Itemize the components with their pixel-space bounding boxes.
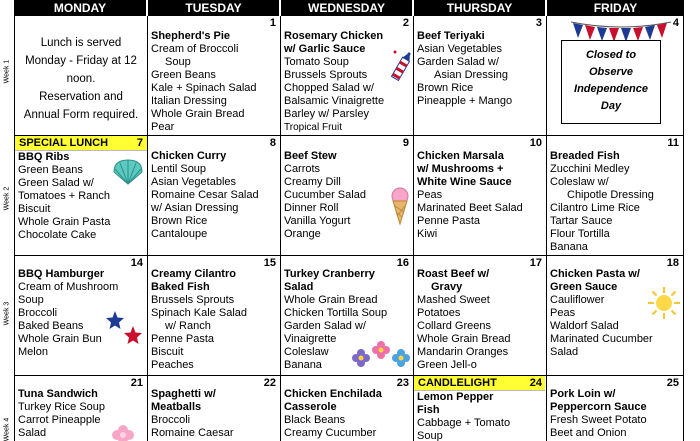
menu-item: Whole Grain Bun — [18, 333, 102, 345]
menu-item: Brown Rice — [417, 82, 474, 94]
closed-notice — [561, 40, 661, 124]
menu-item: Cream of Broccoli — [151, 43, 239, 55]
info-text — [15, 34, 147, 124]
menu-item: Black Beans — [284, 414, 346, 426]
day-cell-w1-wed[interactable] — [281, 16, 414, 136]
menu-item: Waldorf Salad — [550, 320, 619, 332]
day-cell-w1-thu[interactable] — [414, 16, 547, 136]
menu-item: Creamy Dill — [284, 176, 341, 188]
menu-item: Marinated Cucumber — [550, 333, 653, 345]
menu-item: Carrot Pineapple — [18, 414, 101, 426]
day-cell-w4-fri[interactable] — [547, 376, 684, 441]
menu-entree: Baked Fish — [151, 281, 210, 293]
menu-item: Creamy Cucumber — [284, 427, 377, 439]
menu-item: Soup — [165, 56, 191, 68]
menu-entree: White Wine Sauce — [417, 176, 512, 188]
day-cell-w3-mon[interactable] — [14, 256, 148, 376]
header-friday: FRIDAY — [547, 0, 684, 16]
date-number: 24 — [529, 377, 542, 389]
menu-calendar-grid — [14, 0, 684, 441]
menu-item: Vinaigrette — [284, 333, 337, 345]
menu-item: Chopped Salad w/ — [284, 82, 374, 94]
firework-rocket-icon — [389, 48, 413, 88]
menu-entree: Rosemary Chicken — [284, 30, 384, 42]
header-tuesday: TUESDAY — [148, 0, 281, 16]
menu-item: Soup — [417, 430, 443, 441]
menu-item: Tomato Soup — [284, 56, 349, 68]
ice-cream-icon — [389, 186, 411, 226]
menu-item: Romaine Caesar — [151, 427, 234, 439]
menu-item: Brussels Sprouts — [151, 294, 235, 306]
menu-item: Asian Dressing — [434, 69, 508, 81]
menu-item: Peas — [417, 189, 443, 201]
menu-item: Peas — [550, 307, 576, 319]
menu-item: Pear — [151, 121, 175, 133]
menu-item: Whole Grain Bread — [151, 108, 245, 120]
sun-icon — [647, 286, 681, 320]
menu-item: Chocolate Cake — [18, 229, 97, 241]
menu-item: Garden Salad w/ — [417, 56, 499, 68]
menu-entree: Chicken Enchilada — [284, 388, 382, 400]
menu-entree: Green Sauce — [550, 281, 618, 293]
menu-entree: Salad — [284, 281, 314, 293]
info-line: Monday - Friday at 12 — [25, 55, 137, 67]
menu-entree: Chicken Marsala — [417, 150, 504, 162]
menu-item: Peaches — [151, 359, 194, 371]
candlelight-banner: CANDLELIGHT — [414, 376, 545, 391]
menu-item: Mashed Sweet — [417, 294, 490, 306]
menu-item: Coleslaw w/ — [550, 176, 609, 188]
menu-item: Banana — [284, 359, 322, 371]
menu-item: Kale + Spinach Salad — [151, 82, 257, 94]
menu-item: Cream of Mushroom — [18, 281, 119, 293]
stars-icon — [105, 310, 145, 346]
date-number: 9 — [402, 137, 409, 149]
date-number: 7 — [136, 137, 143, 149]
week-label-2: Week 2 — [3, 186, 11, 211]
menu-entree: Beef Teriyaki — [417, 30, 485, 42]
day-cell-w2-wed[interactable] — [281, 136, 414, 256]
menu-item: Melon — [18, 346, 48, 358]
menu-item: Penne Pasta — [417, 215, 480, 227]
menu-item: Tropical Fruit — [284, 122, 342, 133]
menu-item: Tomatoes + Ranch — [18, 190, 111, 202]
flowers-icon — [351, 340, 413, 372]
menu-entree: Meatballs — [151, 401, 202, 413]
menu-item: Potatoes — [417, 307, 461, 319]
menu-item: Broccoli — [18, 307, 58, 319]
menu-item: Marinated Beet Salad — [417, 202, 523, 214]
date-number: 16 — [396, 257, 409, 269]
menu-entree: Casserole — [284, 401, 337, 413]
menu-item: Cilantro Lime Rice — [550, 202, 640, 214]
day-cell-w1-fri[interactable] — [547, 16, 684, 136]
menu-item: Asian Vegetables — [151, 176, 237, 188]
menu-item: Chicken Tortilla Soup — [284, 307, 388, 319]
menu-item: Balsamic Vinaigrette — [284, 95, 385, 107]
menu-entree: Tuna Sandwich — [18, 388, 98, 400]
header-thursday: THURSDAY — [414, 0, 547, 16]
menu-item: Whole Grain Pasta — [18, 216, 111, 228]
menu-item: Collard Greens — [417, 320, 491, 332]
menu-item: Mandarin Oranges — [417, 346, 509, 358]
menu-entree: Shepherd's Pie — [151, 30, 231, 42]
date-number: 8 — [269, 137, 276, 149]
menu-item: Salad — [18, 427, 47, 439]
menu-item: Orange — [284, 228, 321, 240]
header-monday: MONDAY — [14, 0, 148, 16]
menu-item: Flour Tortilla — [550, 228, 610, 240]
menu-item: Vanilla Yogurt — [284, 215, 351, 227]
menu-item: Brussels Sprouts — [284, 69, 368, 81]
menu-item: Cucumber Salad — [284, 189, 366, 201]
day-cell-w3-fri[interactable] — [547, 256, 684, 376]
date-number: 18 — [666, 257, 679, 269]
menu-item: Fresh Sweet Potato — [550, 414, 647, 426]
menu-item: Green Beans — [18, 164, 83, 176]
notice-line: Independence — [574, 83, 648, 95]
info-cell — [14, 16, 148, 136]
date-number: 23 — [396, 377, 409, 389]
day-cell-w2-mon[interactable] — [14, 136, 148, 256]
info-line: noon. — [66, 73, 96, 85]
date-number: 1 — [269, 17, 276, 29]
menu-entree: Chicken Pasta w/ — [550, 268, 640, 280]
menu-entree: BBQ Ribs — [18, 151, 70, 163]
menu-item: Cantaloupe — [151, 228, 208, 240]
date-number: 3 — [535, 17, 542, 29]
menu-item: Biscuit — [18, 203, 51, 215]
day-cell-w2-fri[interactable] — [547, 136, 684, 256]
week-label-4: Week 4 — [3, 417, 11, 441]
menu-item: Green Salad w/ — [18, 177, 94, 189]
date-number: 14 — [130, 257, 143, 269]
menu-item: Romaine Cesar Salad — [151, 189, 259, 201]
date-number: 17 — [529, 257, 542, 269]
day-cell-w2-thu[interactable] — [414, 136, 547, 256]
info-line: Lunch is served — [40, 37, 122, 49]
menu-entree: BBQ Hamburger — [18, 268, 105, 280]
menu-entree: Roast Beef w/ — [417, 268, 490, 280]
menu-item: Brown Rice — [151, 215, 208, 227]
day-cell-w4-thu[interactable] — [414, 376, 547, 441]
menu-entree: w/ Mushrooms + — [417, 163, 504, 175]
date-number: 21 — [130, 377, 143, 389]
menu-item: Tartar Sauce — [550, 215, 613, 227]
menu-item: Carrots — [284, 163, 321, 175]
header-wednesday: WEDNESDAY — [281, 0, 414, 16]
week-sidebar — [0, 0, 14, 441]
date-number: 11 — [667, 137, 679, 149]
menu-item: Asian Vegetables — [417, 43, 503, 55]
menu-entree: Turkey Cranberry — [284, 268, 375, 280]
menu-item: Broccoli — [151, 414, 191, 426]
day-cell-w4-wed[interactable] — [281, 376, 414, 441]
menu-item: Salad — [550, 346, 579, 358]
menu-item: Barley w/ Parsley — [284, 108, 369, 120]
day-cell-w3-tue[interactable] — [148, 256, 281, 376]
menu-item: Green Beans — [151, 69, 216, 81]
menu-item: Biscuit — [151, 346, 184, 358]
date-number: 15 — [263, 257, 276, 269]
flower-icon — [111, 424, 135, 441]
menu-item: Dinner Roll — [284, 202, 339, 214]
seashell-icon — [111, 158, 145, 186]
menu-item: Kiwi — [417, 228, 438, 240]
info-line: Reservation and — [39, 91, 123, 103]
menu-entree: Pork Loin w/ — [550, 388, 616, 400]
week-label-3: Week 3 — [3, 301, 11, 326]
menu-item: Baked Beans — [18, 320, 84, 332]
notice-line: Observe — [588, 66, 634, 78]
menu-item: Soup — [18, 294, 44, 306]
notice-line: Closed to — [585, 49, 637, 61]
menu-item: Whole Grain Bread — [284, 294, 378, 306]
menu-entree: Beef Stew — [284, 150, 337, 162]
week-label-1: Week 1 — [3, 59, 11, 84]
menu-item: Beet and Onion — [550, 427, 627, 439]
notice-line: Day — [600, 100, 622, 112]
info-line: Annual Form required. — [23, 109, 139, 121]
menu-item: Turkey Rice Soup — [18, 401, 106, 413]
menu-entree: Spaghetti w/ — [151, 388, 216, 400]
menu-item: Penne Pasta — [151, 333, 214, 345]
menu-entree: Creamy Cilantro — [151, 268, 236, 280]
menu-entree: Fish — [417, 404, 440, 416]
date-number: 4 — [672, 17, 679, 29]
menu-item: Green Jell-o — [417, 359, 477, 371]
day-cell-w2-tue[interactable] — [148, 136, 281, 256]
menu-item: Cauliflower — [550, 294, 605, 306]
menu-item: Spinach Kale Salad — [151, 307, 248, 319]
date-number: 22 — [263, 377, 276, 389]
menu-item: Italian Dressing — [151, 95, 227, 107]
date-number: 25 — [666, 377, 679, 389]
menu-item: w/ Ranch — [165, 320, 211, 332]
menu-item: w/ Asian Dressing — [151, 202, 239, 214]
special-lunch-banner: SPECIAL LUNCH — [15, 136, 147, 151]
menu-item: Pineapple + Mango — [417, 95, 513, 107]
menu-entree: Chicken Curry — [151, 150, 227, 162]
menu-item: Banana — [550, 241, 588, 253]
menu-entree: w/ Garlic Sauce — [284, 43, 366, 55]
menu-item: Lentil Soup — [151, 163, 207, 175]
menu-item: Cabbage + Tomato — [417, 417, 511, 429]
menu-entree: Breaded Fish — [550, 150, 620, 162]
day-cell-w3-wed[interactable] — [281, 256, 414, 376]
day-cell-w4-tue[interactable] — [148, 376, 281, 441]
date-number: 10 — [529, 137, 542, 149]
menu-entree: Peppercorn Sauce — [550, 401, 647, 413]
menu-item: Chipotle Dressing — [567, 189, 654, 201]
day-cell-w4-mon[interactable] — [14, 376, 148, 441]
menu-item: Whole Grain Bread — [417, 333, 511, 345]
day-cell-w1-tue[interactable] — [148, 16, 281, 136]
day-cell-w3-thu[interactable] — [414, 256, 547, 376]
menu-entree: Lemon Pepper — [417, 391, 494, 403]
menu-item: Zucchini Medley — [550, 163, 630, 175]
menu-entree: Gravy — [431, 281, 463, 293]
menu-item: Coleslaw — [284, 346, 329, 358]
menu-item: Garden Salad w/ — [284, 320, 366, 332]
date-number: 2 — [402, 17, 409, 29]
